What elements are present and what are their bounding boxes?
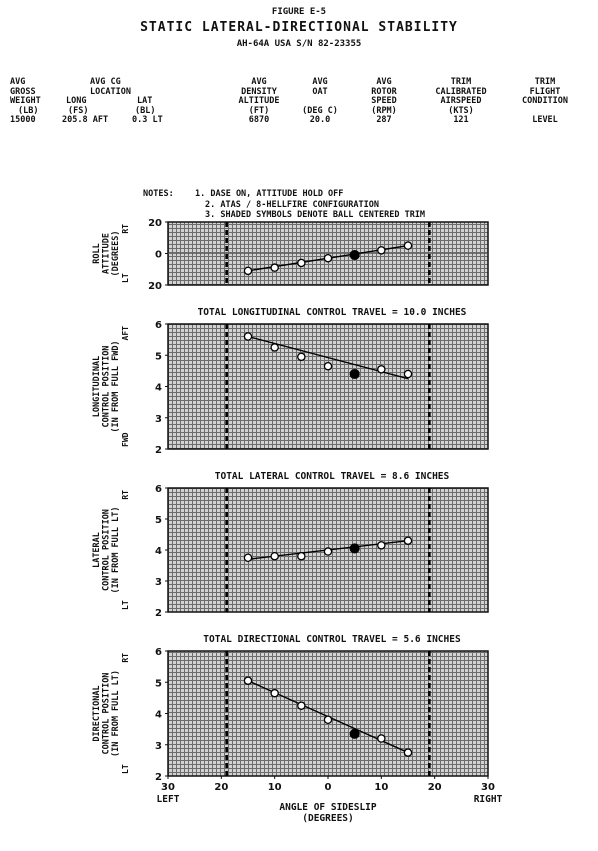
param-line: (KTS) <box>448 105 474 116</box>
figure-number: FIGURE E-5 <box>271 7 327 17</box>
param-value: 20.0 <box>309 115 331 126</box>
y-tick-label: 3 <box>155 577 162 588</box>
y-tick-label: 0 <box>155 249 162 261</box>
param-line: AVG <box>10 77 26 87</box>
y-tick-label: 3 <box>155 413 162 425</box>
param-value: 121 <box>453 115 469 126</box>
data-point <box>378 247 385 254</box>
param-line: TRIM <box>534 77 556 87</box>
param-value: 0.3 LT <box>132 115 163 126</box>
param-line: AVG <box>376 77 392 87</box>
y-tick-label: 6 <box>155 320 162 331</box>
y-axis-label-line: DIRECTIONAL <box>92 685 102 742</box>
param-line: CALIBRATED <box>435 86 487 97</box>
y-axis-label-line: CONTROL POSITION <box>101 509 112 591</box>
x-tick-label: 20 <box>214 782 229 793</box>
data-point <box>404 242 411 249</box>
note-item: 3. SHADED SYMBOLS DENOTE BALL CENTERED TRIM <box>205 210 426 220</box>
notes-label: NOTES: <box>143 189 174 199</box>
figure-subtitle: AH-64A USA S/N 82-23355 <box>236 39 362 49</box>
y-axis-label-line: LATERAL <box>92 532 102 568</box>
y-axis-label-line: (DEGREES) <box>111 230 121 277</box>
y-tick-label: 6 <box>155 647 162 658</box>
param-line: OAT <box>312 86 328 97</box>
param-line: TRIM <box>450 77 472 87</box>
y-tick-label: 4 <box>155 382 162 394</box>
data-point-shaded <box>350 251 359 260</box>
data-point <box>378 735 385 742</box>
y-tick-label: 5 <box>155 351 162 363</box>
param-line: (LB) <box>18 105 39 116</box>
y-tick-label: 4 <box>155 709 162 721</box>
param-value: 15000 <box>10 115 36 126</box>
y-axis-low-label: LT <box>121 600 130 610</box>
y-tick-label: 2 <box>155 445 162 456</box>
param-line: DENSITY <box>241 86 277 97</box>
param-value: 6870 <box>248 115 270 126</box>
y-axis-label-line: CONTROL POSITION <box>101 345 112 428</box>
data-point <box>271 264 278 271</box>
param-line: LOCATION <box>90 86 131 97</box>
y-axis-label-line: LONGITUDINAL <box>92 355 102 418</box>
x-tick-label: 30 <box>481 782 495 793</box>
param-value: LEVEL <box>532 115 558 126</box>
data-point-shaded <box>350 370 359 379</box>
x-axis-label: ANGLE OF SIDESLIP <box>279 802 377 813</box>
y-tick-label: 20 <box>148 218 162 229</box>
data-point <box>324 548 331 555</box>
y-axis-label-line: CONTROL POSITION <box>101 672 112 755</box>
param-line: (RPM) <box>371 105 397 116</box>
y-axis-label-line: (IN FROM FULL LT) <box>111 670 121 757</box>
param-line: AVG <box>312 77 328 87</box>
plot-area-longitudinal <box>168 324 488 449</box>
data-point <box>324 255 331 262</box>
x-right-label: RIGHT <box>473 794 503 805</box>
param-line: ROTOR <box>371 86 397 97</box>
y-tick-label: 6 <box>155 484 162 495</box>
param-line: (FS) <box>68 105 89 116</box>
note-item: 2. ATAS / 8-HELLFIRE CONFIGURATION <box>205 199 379 210</box>
y-axis-label-line: ATTITUDE <box>101 233 112 274</box>
y-axis-low-label: LT <box>121 764 130 774</box>
y-axis-label-line: (IN FROM FULL FWD) <box>111 340 121 433</box>
param-value: 205.8 AFT <box>62 115 109 126</box>
data-point-shaded <box>350 729 359 738</box>
y-tick-label: 5 <box>155 515 162 526</box>
y-tick-label: 4 <box>155 546 162 557</box>
param-line: WEIGHT <box>10 96 41 107</box>
data-point <box>298 553 305 560</box>
x-tick-label: 20 <box>427 782 442 793</box>
data-point <box>404 749 411 756</box>
data-point <box>244 267 251 274</box>
data-point <box>378 542 385 549</box>
data-point-shaded <box>350 544 359 553</box>
travel-note: TOTAL LATERAL CONTROL TRAVEL = 8.6 INCHES <box>214 471 450 482</box>
x-tick-label: 0 <box>324 782 332 793</box>
y-axis-label-line: ROLL <box>92 243 102 264</box>
data-point <box>244 333 251 340</box>
travel-note: TOTAL LONGITUDINAL CONTROL TRAVEL = 10.0 INCHES <box>197 307 467 318</box>
param-value: 287 <box>376 115 392 126</box>
data-point <box>378 366 385 373</box>
data-point <box>298 259 305 266</box>
param-line: (DEG C) <box>302 105 338 116</box>
y-tick-label: 5 <box>155 678 162 690</box>
data-point <box>324 716 331 723</box>
y-tick-label: 20 <box>148 281 162 292</box>
travel-note: TOTAL DIRECTIONAL CONTROL TRAVEL = 5.6 INCHES <box>203 634 461 645</box>
data-point <box>271 344 278 351</box>
data-point <box>324 363 331 370</box>
y-tick-label: 2 <box>155 772 162 783</box>
data-point <box>298 702 305 709</box>
x-tick-label: 10 <box>267 782 282 793</box>
x-tick-label: 10 <box>374 782 389 793</box>
note-item: 1. DASE ON, ATTITUDE HOLD OFF <box>195 189 344 199</box>
param-line: ALTITUDE <box>238 96 280 107</box>
x-tick-label: 30 <box>161 782 175 793</box>
param-line: AVG <box>251 77 267 87</box>
param-line: LONG <box>66 96 87 107</box>
param-line: (FT) <box>248 105 270 116</box>
param-line: AVG CG <box>90 77 121 87</box>
param-line: AIRSPEED <box>440 96 482 107</box>
data-point <box>244 677 251 684</box>
data-point <box>271 690 278 697</box>
param-line: FLIGHT <box>529 86 561 97</box>
y-axis-label-line: (IN FROM FULL LT) <box>111 506 121 594</box>
x-axis-label-units: (DEGREES) <box>302 813 354 824</box>
param-line: GROSS <box>10 86 36 97</box>
y-axis-low-label: LT <box>121 273 130 283</box>
y-tick-label: 3 <box>155 740 162 752</box>
param-line: CONDITION <box>521 96 569 107</box>
y-axis-low-label: FWD <box>121 432 130 447</box>
x-left-label: LEFT <box>156 794 180 805</box>
y-tick-label: 2 <box>155 608 162 619</box>
data-point <box>404 537 411 544</box>
plot-area-directional <box>168 651 488 776</box>
data-point <box>244 554 251 561</box>
data-point <box>271 553 278 560</box>
y-axis-high-label: RT <box>121 224 130 234</box>
param-line: LAT <box>137 96 153 107</box>
y-axis-high-label: AFT <box>121 326 130 341</box>
data-point <box>298 353 305 360</box>
y-axis-high-label: RT <box>121 490 130 500</box>
param-line: (BL) <box>135 105 156 116</box>
y-axis-high-label: RT <box>121 653 130 663</box>
data-point <box>404 370 411 377</box>
figure-title: STATIC LATERAL-DIRECTIONAL STABILITY <box>140 20 458 35</box>
param-line: SPEED <box>371 96 397 107</box>
